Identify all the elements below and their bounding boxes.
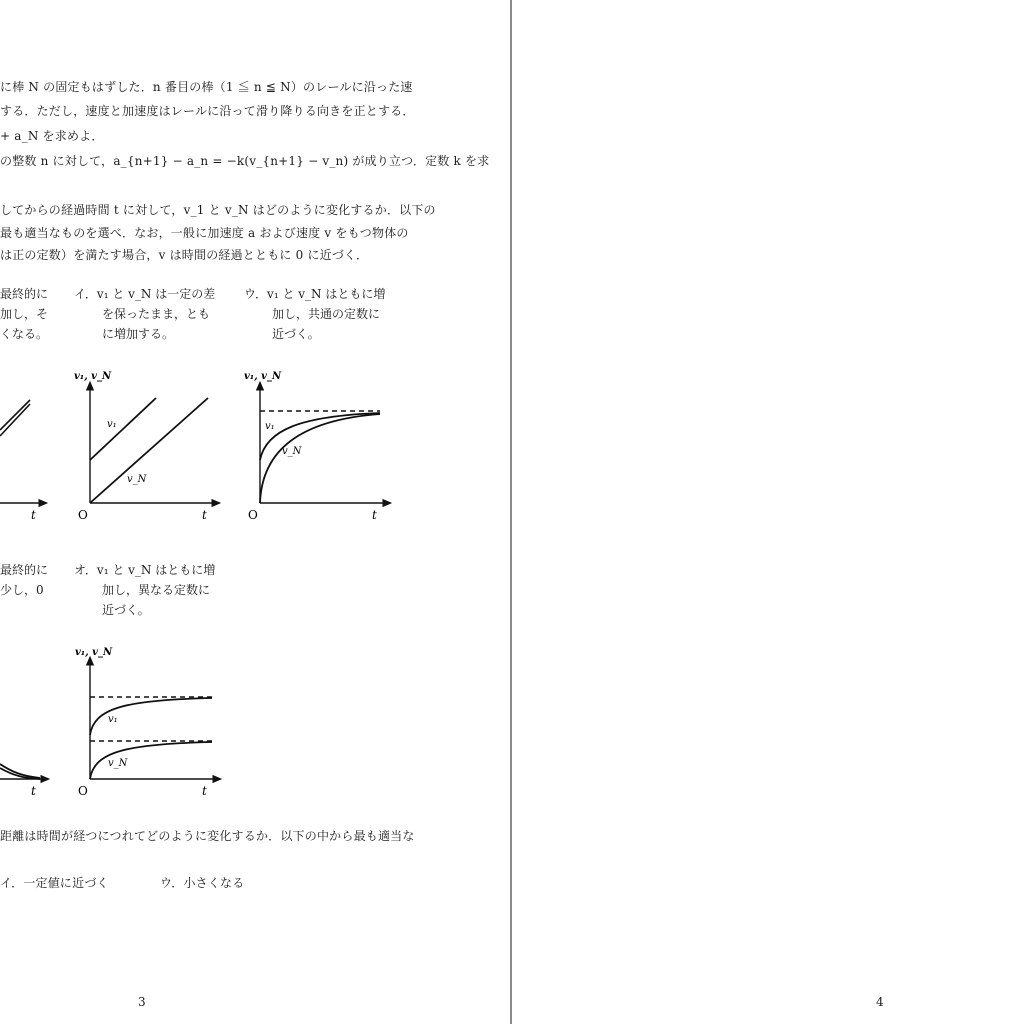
graph-o-t-label: t <box>202 784 207 798</box>
text-line: + a_N を求めよ． <box>0 129 104 143</box>
text-line: してからの経過時間 t に対して，v_1 と v_N はどのように変化するか．以下の <box>0 203 436 217</box>
graphs-figure <box>0 0 510 1024</box>
text-line: の整数 n に対して，a_{n+1} − a_n = −k(v_{n+1} − v_n) が成り立つ．定数 k を求 <box>0 154 490 168</box>
graph-u-ylabel: v₁, v_N <box>244 371 282 382</box>
text-line: する．ただし，速度と加速度はレールに沿って滑り降りる向きを正とする． <box>0 104 415 118</box>
text-line: に棒 N の固定もはずした．n 番目の棒（1 ≦ n ≦ N）のレールに沿った速 <box>0 80 413 94</box>
graph-i <box>74 371 217 522</box>
graph-i-origin: O <box>78 508 88 522</box>
graph-o-vN-label: v_N <box>108 758 128 769</box>
graph-a-t-label: t <box>31 508 36 522</box>
graph-i-t-label: t <box>202 508 207 522</box>
choice-u-text: ウ．v₁ と v_N はともに増 加し，共通の定数に 近づく。 <box>244 287 386 341</box>
graph-u <box>244 371 388 522</box>
page-4 <box>512 0 1024 1024</box>
graph-o-ylabel: v₁, v_N <box>75 647 113 658</box>
answer-i: イ．一定値に近づく <box>0 876 109 890</box>
graph-a <box>0 400 44 522</box>
graph-i-vN-label: v_N <box>127 474 147 485</box>
graph-e <box>0 764 46 798</box>
graph-i-v1-label: v₁ <box>107 419 117 430</box>
answer-u: ウ．小さくなる <box>160 876 245 890</box>
text-line: は正の定数）を満たす場合，v は時間の経過とともに 0 に近づく． <box>0 248 369 262</box>
graph-u-origin: O <box>248 508 258 522</box>
page-number-right: 4 <box>876 995 884 1009</box>
choice-i-text: イ．v₁ と v_N は一定の差 を保ったまま，とも に増加する。 <box>74 287 216 341</box>
graph-e-t-label: t <box>31 784 36 798</box>
graph-u-v1-label: v₁ <box>265 421 275 432</box>
graph-o-v1-label: v₁ <box>108 714 118 725</box>
choice-a-text: 最終的に 加し，そ くなる。 <box>0 287 49 341</box>
page-number-left: 3 <box>138 995 146 1009</box>
graph-i-ylabel: v₁, v_N <box>74 371 112 382</box>
question-2-text: 距離は時間が経つにつれてどのように変化するか．以下の中から最も適当な <box>0 829 415 843</box>
graph-u-t-label: t <box>372 508 377 522</box>
choice-e-text: 最終的に 少し，0 <box>0 563 49 597</box>
page-3 <box>0 0 510 1024</box>
choice-o-text: オ．v₁ と v_N はともに増 加し，異なる定数に 近づく。 <box>74 563 216 617</box>
graph-o <box>75 647 218 798</box>
graph-o-origin: O <box>78 784 88 798</box>
graph-u-vN-label: v_N <box>282 446 302 457</box>
text-line: 最も適当なものを選べ．なお，一般に加速度 a および速度 v をもつ物体の <box>0 226 409 240</box>
